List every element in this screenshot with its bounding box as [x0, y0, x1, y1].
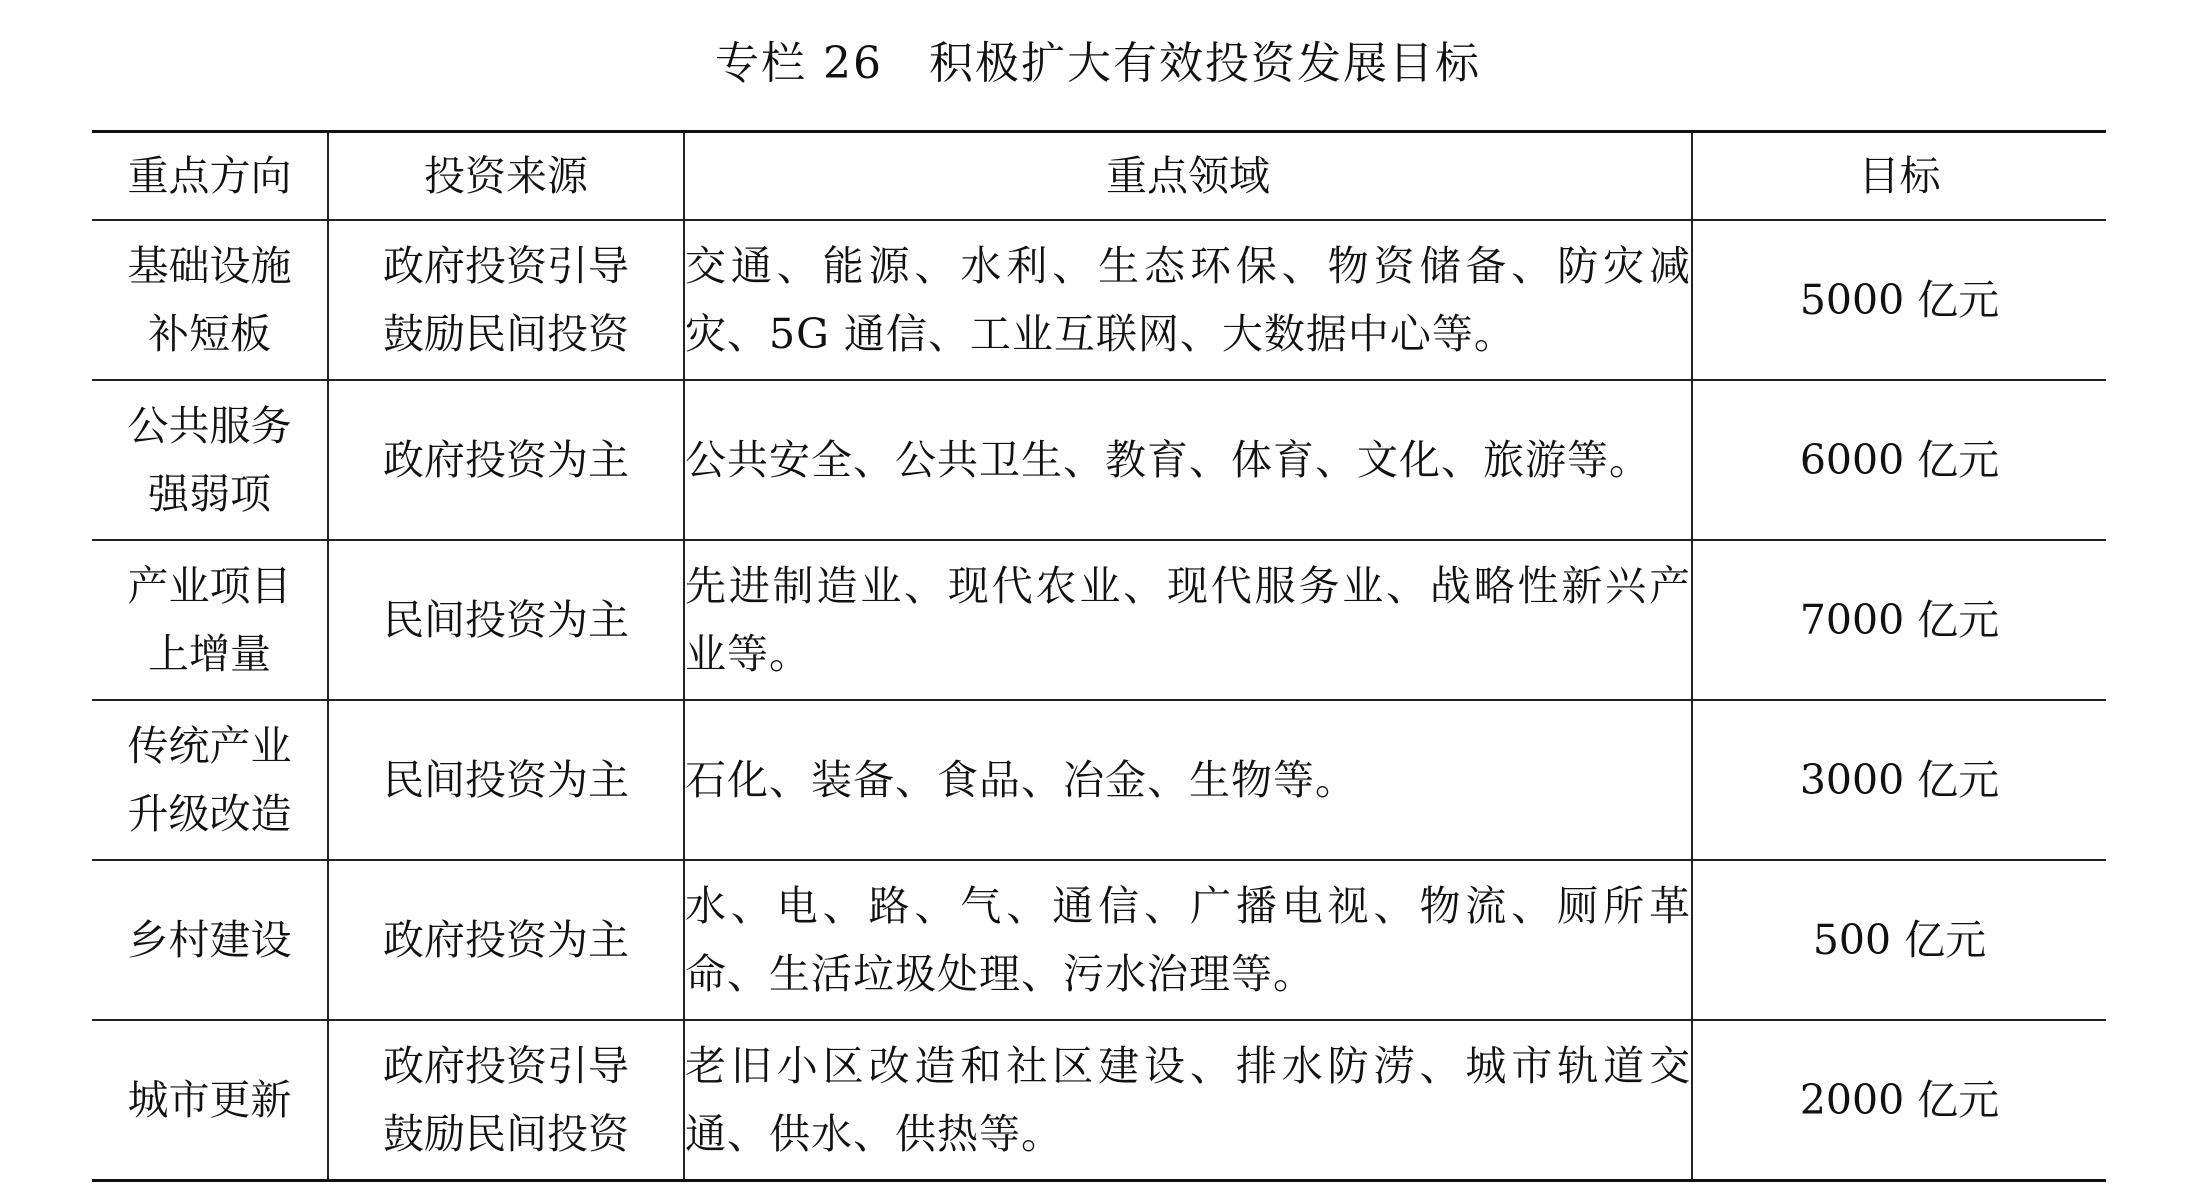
table-header-row: [92, 132, 2106, 221]
direction-text: 传统产业 升级改造: [127, 722, 292, 838]
header-source: 投资来源: [328, 132, 684, 221]
cell-direction: [92, 220, 328, 380]
cell-direction: [92, 380, 328, 540]
cell-direction: [92, 700, 328, 860]
source-text: 政府投资引导 鼓励民间投资: [383, 242, 629, 358]
table-row: [92, 860, 2106, 1020]
cell-source: [328, 860, 684, 1020]
source-text: 政府投资为主: [383, 436, 629, 484]
source-text: 民间投资为主: [383, 756, 629, 804]
cell-areas: 石化、装备、食品、冶金、生物等。: [684, 700, 1692, 860]
cell-target: 2000 亿元: [1692, 1020, 2106, 1181]
cell-source: [328, 220, 684, 380]
cell-target: 5000 亿元: [1692, 220, 2106, 380]
title-text: 积极扩大有效投资发展目标: [928, 38, 1481, 89]
title-number: 专栏 26: [715, 38, 883, 89]
investment-targets-table: [92, 130, 2106, 1182]
cell-target: 500 亿元: [1692, 860, 2106, 1020]
source-text: 民间投资为主: [383, 596, 629, 644]
cell-target: 7000 亿元: [1692, 540, 2106, 700]
cell-areas: 公共安全、公共卫生、教育、体育、文化、旅游等。: [684, 380, 1692, 540]
header-areas: 重点领域: [684, 132, 1692, 221]
direction-text: 产业项目 上增量: [127, 562, 292, 678]
table-row: [92, 1020, 2106, 1181]
source-text: 政府投资为主: [383, 916, 629, 964]
cell-target: 6000 亿元: [1692, 380, 2106, 540]
cell-source: [328, 700, 684, 860]
header-direction: 重点方向: [92, 132, 328, 221]
direction-text: 城市更新: [127, 1076, 292, 1124]
source-text: 政府投资引导 鼓励民间投资: [383, 1042, 629, 1158]
cell-source: [328, 1020, 684, 1181]
header-target: 目标: [1692, 132, 2106, 221]
document-title: [0, 34, 2196, 94]
cell-areas: 先进制造业、现代农业、现代服务业、战略性新兴产业等。: [684, 540, 1692, 700]
direction-text: 公共服务 强弱项: [127, 402, 292, 518]
table-row: [92, 220, 2106, 380]
cell-direction: [92, 1020, 328, 1181]
direction-text: 乡村建设: [127, 916, 292, 964]
direction-text: 基础设施 补短板: [127, 242, 292, 358]
cell-source: [328, 380, 684, 540]
cell-areas: 交通、能源、水利、生态环保、物资储备、防灾减灾、5G 通信、工业互联网、大数据中心等。: [684, 220, 1692, 380]
cell-areas: 老旧小区改造和社区建设、排水防涝、城市轨道交通、供水、供热等。: [684, 1020, 1692, 1181]
table-row: [92, 380, 2106, 540]
table-row: [92, 540, 2106, 700]
cell-direction: [92, 860, 328, 1020]
table-row: [92, 700, 2106, 860]
cell-target: 3000 亿元: [1692, 700, 2106, 860]
cell-source: [328, 540, 684, 700]
cell-direction: [92, 540, 328, 700]
cell-areas: 水、电、路、气、通信、广播电视、物流、厕所革命、生活垃圾处理、污水治理等。: [684, 860, 1692, 1020]
